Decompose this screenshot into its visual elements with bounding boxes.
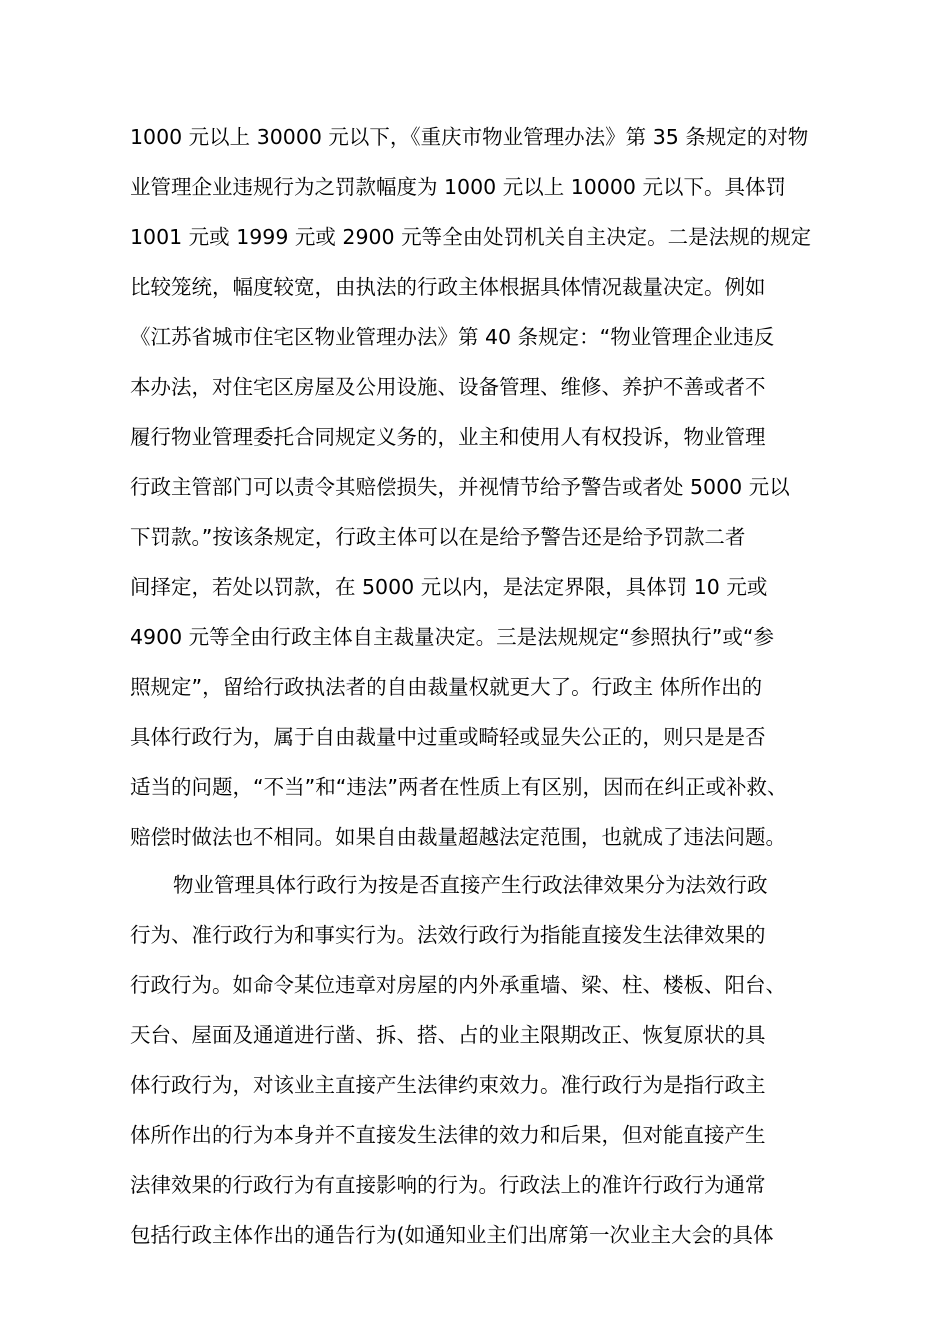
paragraph-line: 体所作出的行为本身并不直接发生法律的效力和后果，但对能直接产生 — [130, 1123, 766, 1147]
paragraph-line: 本办法，对住宅区房屋及公用设施、设备管理、维修、养护不善或者不 — [130, 375, 766, 399]
paragraph-line: 适当的问题，“不当”和“违法”两者在性质上有区别，因而在纠正或补救、 — [130, 775, 788, 799]
paragraph-line: 4900 元等全由行政主体自主裁量决定。三是法规规定“参照执行”或“参 — [130, 625, 775, 649]
paragraph-line: 1000 元以上 30000 元以下，《重庆市物业管理办法》第 35 条规定的对物 — [130, 125, 809, 149]
paragraph-line: 物业管理具体行政行为按是否直接产生行政法律效果分为法效行政 — [173, 873, 768, 897]
paragraph-line: 具体行政行为，属于自由裁量中过重或畸轻或显失公正的，则只是是否 — [130, 725, 766, 749]
paragraph-line: 行政行为。如命令某位违章对房屋的内外承重墙、梁、柱、楼板、阳台、 — [130, 973, 786, 997]
paragraph-line: 赔偿时做法也不相同。如果自由裁量超越法定范围，也就成了违法问题。 — [130, 825, 786, 849]
paragraph-line: 法律效果的行政行为有直接影响的行为。行政法上的准许行政行为通常 — [130, 1173, 766, 1197]
paragraph-line: 体行政行为，对该业主直接产生法律约束效力。准行政行为是指行政主 — [130, 1073, 766, 1097]
paragraph-line: 行政主管部门可以责令其赔偿损失，并视情节给予警告或者处 5000 元以 — [130, 475, 790, 499]
paragraph-line: 包括行政主体作出的通告行为(如通知业主们出席第一次业主大会的具体 — [130, 1223, 774, 1247]
paragraph-line: 履行物业管理委托合同规定义务的，业主和使用人有权投诉，物业管理 — [130, 425, 766, 449]
paragraph-line: 天台、屋面及通道进行凿、拆、搭、占的业主限期改正、恢复原状的具 — [130, 1023, 766, 1047]
paragraph-line: 行为、准行政行为和事实行为。法效行政行为指能直接发生法律效果的 — [130, 923, 766, 947]
paragraph-line: 《江苏省城市住宅区物业管理办法》第 40 条规定：“物业管理企业违反 — [130, 325, 775, 349]
paragraph-line: 比较笼统，幅度较宽，由执法的行政主体根据具体情况裁量决定。例如 — [130, 275, 766, 299]
paragraph-line: 1001 元或 1999 元或 2900 元等全由处罚机关自主决定。二是法规的规定 — [130, 225, 812, 249]
paragraph-line: 业管理企业违规行为之罚款幅度为 1000 元以上 10000 元以下。具体罚 — [130, 175, 786, 199]
paragraph-line: 下罚款。”按该条规定，行政主体可以在是给予警告还是给予罚款二者 — [130, 525, 746, 549]
paragraph-line: 间择定，若处以罚款，在 5000 元以内，是法定界限，具体罚 10 元或 — [130, 575, 768, 599]
paragraph-line: 照规定”，留给行政执法者的自由裁量权就更大了。行政主 体所作出的 — [130, 675, 763, 699]
